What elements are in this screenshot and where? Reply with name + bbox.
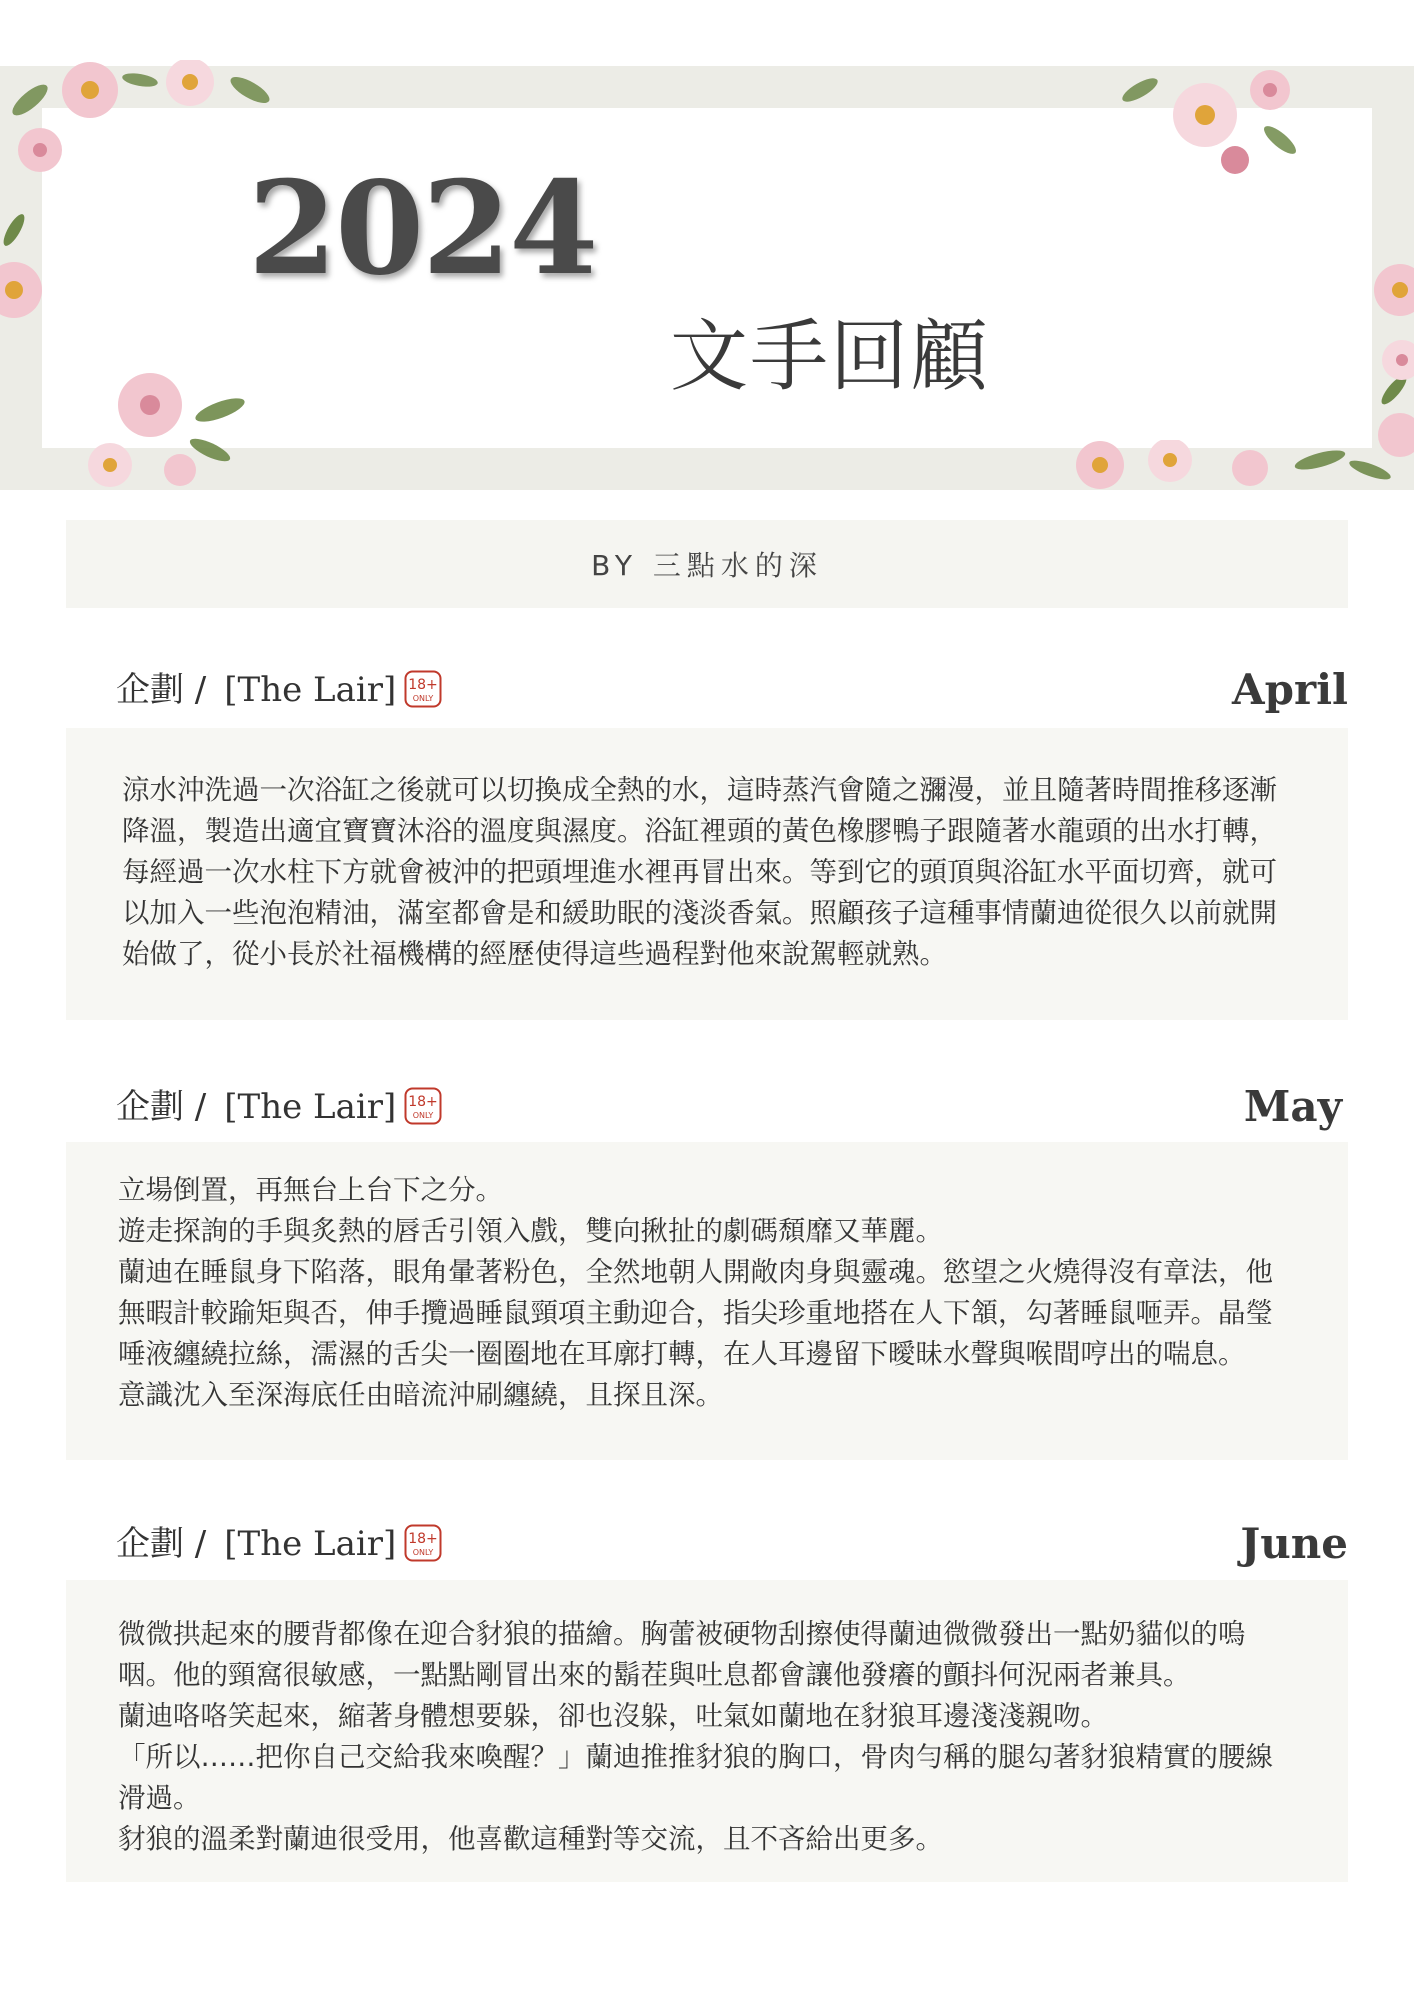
floral-left-edge — [0, 200, 50, 340]
section-header-june — [66, 1514, 1348, 1574]
year-heading: 2024 — [248, 154, 597, 304]
month-label-may: May — [1243, 1082, 1342, 1131]
section-paragraph: 涼水沖洗過一次浴缸之後就可以切換成全熱的水，這時蒸汽會隨之瀰漫，並且隨著時間推移逐漸降溫，製造出適宜寶寶沐浴的溫度與濕度。浴缸裡頭的黃色橡膠鴨子跟隨著水龍頭的出水打轉，每經過一次水柱下方就會被沖的把頭埋進水裡再冒出來。等到它的頭頂與浴缸水平面切齊，就可以加入一些泡泡精油，滿室都會是和緩助眠的淺淡香氣。照顧孩子這種事情蘭迪從很久以前就開始做了，從小長於社福機構的經歷使得這些過程對他來說駕輕就熟。 — [122, 774, 1277, 970]
badge-bottom-text: ONLY — [413, 1110, 434, 1120]
section-paragraph: 微微拱起來的腰背都像在迎合豺狼的描繪。胸蕾被硬物刮擦使得蘭迪微微發出一點奶貓似的嗚咽。他的頸窩很敏感，一點點剛冒出來的鬍茬與吐息都會讓他發癢的顫抖何況兩者兼具。 — [118, 1618, 1246, 1691]
badge-bottom-text: ONLY — [413, 693, 434, 703]
floral-corner-top-right — [1110, 60, 1330, 180]
category-label: 企劃 / — [116, 1087, 207, 1127]
author-byline: BY 三點水的深 — [591, 549, 823, 582]
section-paragraph: 蘭迪在睡鼠身下陷落，眼角暈著粉色，全然地朝人開敞肉身與靈魂。慾望之火燒得沒有章法，他無暇計較踰矩與否，伸手攬過睡鼠頸項主動迎合，指尖珍重地搭在人下頷，勾著睡鼠咂弄。晶瑩唾液纏繞拉絲，濡濕的舌尖一圈圈地在耳廓打轉，在人耳邊留下曖昧水聲與喉間哼出的喘息。 — [118, 1256, 1273, 1370]
floral-bottom-left — [70, 360, 260, 490]
section-paragraph: 豺狼的溫柔對蘭迪很受用，他喜歡這種對等交流，且不吝給出更多。 — [118, 1823, 943, 1855]
badge-top-text: 18+ — [408, 676, 439, 693]
category-label: 企劃 / — [116, 670, 207, 710]
adults-only-badge-icon — [404, 1524, 442, 1562]
author-bar — [66, 520, 1348, 608]
section-paragraph: 意識沈入至深海底任由暗流沖刷纏繞，且探且深。 — [118, 1379, 723, 1411]
section-header-may — [66, 1077, 1348, 1137]
badge-top-text: 18+ — [408, 1530, 439, 1547]
month-label-june: June — [1240, 1519, 1348, 1568]
section-body-june — [66, 1580, 1348, 1882]
project-name: [The Lair] — [224, 670, 397, 710]
section-paragraph: 蘭迪咯咯笑起來，縮著身體想要躲，卻也沒躲，吐氣如蘭地在豺狼耳邊淺淺親吻。 — [118, 1700, 1108, 1732]
month-label-april: April — [1232, 665, 1348, 714]
section-header-april — [66, 660, 1348, 720]
section-label — [116, 660, 442, 720]
section-paragraph: 立場倒置，再無台上台下之分。 — [118, 1174, 503, 1206]
section-paragraph: 遊走探詢的手與炙熱的唇舌引領入戲，雙向揪扯的劇碼頹靡又華麗。 — [118, 1215, 943, 1247]
badge-bottom-text: ONLY — [413, 1547, 434, 1557]
adults-only-badge-icon — [404, 670, 442, 708]
section-body-may — [66, 1142, 1348, 1460]
floral-bottom-right — [1060, 440, 1400, 490]
section-label — [116, 1514, 442, 1574]
section-body-april — [66, 728, 1348, 1020]
section-paragraph: 「所以……把你自己交給我來喚醒？」蘭迪推推豺狼的胸口，骨肉勻稱的腿勾著豺狼精實的腰線滑過。 — [118, 1741, 1273, 1814]
project-name: [The Lair] — [224, 1524, 397, 1564]
category-label: 企劃 / — [116, 1524, 207, 1564]
badge-top-text: 18+ — [408, 1093, 439, 1110]
project-name: [The Lair] — [224, 1087, 397, 1127]
section-label — [116, 1077, 442, 1137]
adults-only-badge-icon — [404, 1087, 442, 1125]
page-title: 文手回顧 — [670, 312, 991, 402]
floral-right-edge — [1370, 240, 1414, 460]
